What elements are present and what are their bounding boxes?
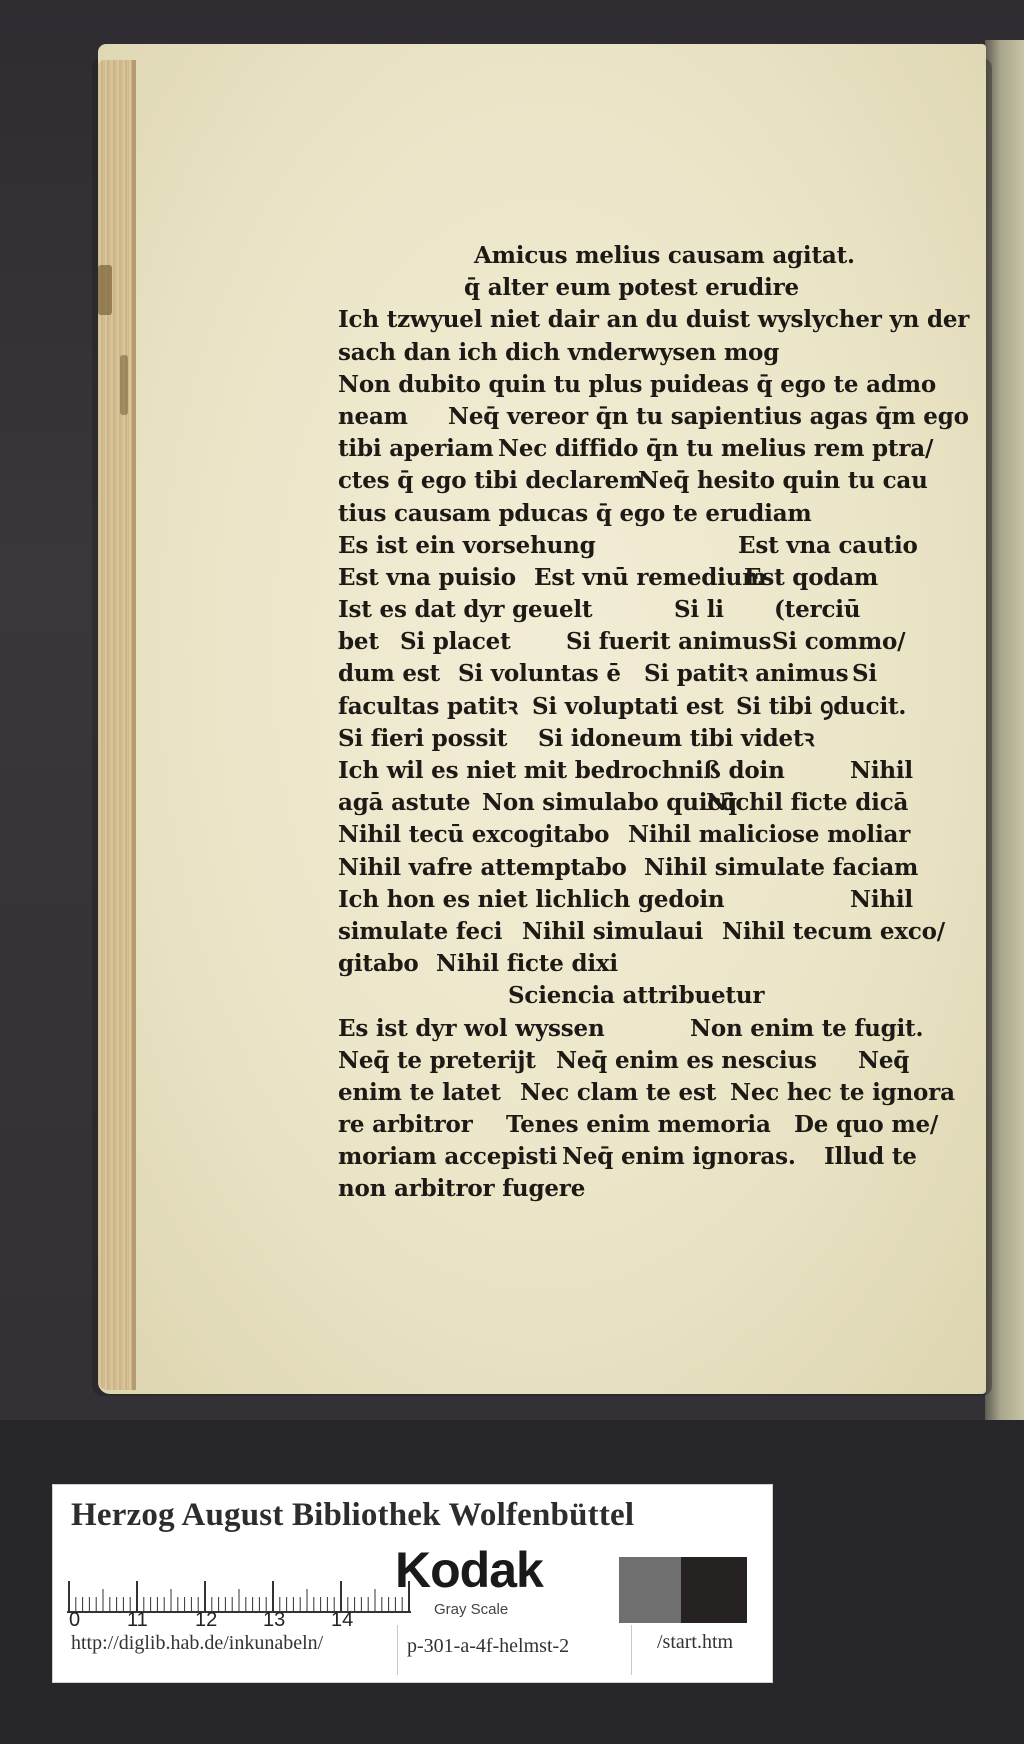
text-segment: q̄ alter eum potest erudire (464, 274, 799, 302)
text-segment: Si idoneum tibi videtꝛ (538, 724, 815, 752)
text-segment: Neq̄ enim es nescius (556, 1046, 817, 1074)
text-line (338, 819, 918, 851)
text-segment: Nihil (850, 885, 913, 913)
text-segment: Nichil ficte dicā (706, 789, 909, 817)
text-segment: neam (338, 402, 408, 430)
divider (397, 1625, 398, 1675)
ruler-label: 11 (127, 1609, 148, 1631)
text-segment: Nec clam te est (520, 1078, 717, 1106)
kodak-logo: Kodak (395, 1542, 543, 1598)
text-line (338, 272, 918, 304)
text-segment: dum est (338, 660, 440, 688)
dark-swatch (681, 1557, 747, 1623)
text-segment: tibi aperiam (338, 435, 494, 463)
divider (631, 1625, 632, 1675)
shelfmark: p-301-a-4f-helmst-2 (407, 1635, 570, 1657)
text-line (338, 787, 918, 819)
ruler-label: 14 (331, 1609, 354, 1631)
text-line (338, 980, 918, 1012)
text-segment: Nihil simulate faciam (644, 853, 919, 881)
text-line (338, 433, 934, 465)
text-line (338, 594, 918, 626)
printed-text-block (338, 240, 970, 1206)
text-segment: Neq̄ enim ignoras. (562, 1143, 796, 1171)
url-base: http://diglib.hab.de/inkunabeln/ (71, 1632, 324, 1654)
text-line (338, 916, 945, 948)
text-line (338, 1077, 955, 1109)
text-segment: Amicus melius causam agitat. (474, 242, 855, 269)
text-segment: Si voluptati est (532, 692, 724, 720)
text-segment: Nihil maliciose moliar (628, 821, 911, 849)
text-segment: Est vnū remedium (534, 563, 767, 591)
text-segment: gitabo (338, 950, 419, 978)
text-segment: Si placet (400, 628, 511, 656)
text-segment: Est qodam (744, 563, 879, 591)
page-stain (98, 265, 112, 315)
text-line (338, 562, 918, 594)
text-line (338, 369, 937, 401)
text-line (338, 626, 918, 658)
text-line (338, 401, 969, 433)
text-segment: Nihil vafre attemptabo (338, 853, 627, 881)
text-line (338, 465, 928, 497)
text-line (338, 658, 918, 690)
text-segment: Nihil ficte dixi (436, 950, 618, 978)
text-segment: bet (338, 628, 379, 656)
text-line (338, 884, 918, 916)
text-line (338, 948, 918, 980)
text-segment: De quo me/ (794, 1111, 939, 1139)
text-line (338, 304, 970, 336)
text-line (338, 498, 918, 530)
gray-scale-caption: Gray Scale (434, 1601, 509, 1618)
text-segment: Illud te (824, 1143, 917, 1171)
kodak-gray-scale (379, 1542, 764, 1619)
url-end: /start.htm (657, 1631, 734, 1653)
text-segment: simulate feci (338, 917, 503, 945)
text-line (338, 1013, 924, 1045)
text-segment: agā astute (338, 789, 471, 817)
text-segment: Si li (674, 596, 724, 624)
text-segment: Si voluntas ē (458, 660, 621, 688)
text-segment: Ich hon es niet lichlich gedoin (338, 885, 725, 913)
text-segment: Neq̄ (858, 1046, 910, 1074)
text-segment: Ist es dat dyr geuelt (338, 596, 593, 624)
text-segment: moriam accepisti (338, 1143, 558, 1171)
text-line (338, 1141, 918, 1173)
text-segment: Nec hec te ignora (730, 1078, 955, 1106)
text-line (338, 240, 918, 272)
page-fore-edge (98, 60, 136, 1390)
text-segment: facultas patitꝛ (338, 692, 518, 720)
text-segment: Nihil tecū excogitabo (338, 821, 610, 849)
text-segment: enim te latet (338, 1078, 501, 1106)
text-line (338, 530, 918, 562)
text-line (338, 1045, 918, 1077)
text-segment: Ich wil es niet mit bedrochniß doin (338, 757, 785, 784)
text-segment: Neq̄ te preterijt (338, 1046, 536, 1074)
text-segment: non arbitror fugere (338, 1175, 586, 1203)
text-segment: sach dan ich dich vnderwysen mog (338, 338, 780, 366)
ruler-label: 13 (263, 1609, 286, 1631)
text-segment: Si patitꝛ animus (644, 660, 849, 688)
text-segment: Nihil simulaui (522, 917, 704, 945)
text-segment: Est vna puisio (338, 563, 516, 591)
text-segment: Non simulabo quicq̄ (482, 789, 737, 817)
text-segment: Nihil tecum exco/ (722, 917, 945, 945)
text-segment: Si commo/ (772, 628, 906, 656)
text-segment: Non dubito quin tu plus puideas q̄ ego te admo (338, 370, 937, 398)
text-segment: (terciū (774, 596, 861, 624)
text-segment: Si tibi ꝯducit. (736, 692, 907, 720)
text-segment: Nec diffido q̄n tu melius rem ptra/ (498, 435, 934, 463)
library-label-card (52, 1484, 773, 1683)
text-line (338, 755, 918, 787)
text-segment: Sciencia attribuetur (508, 982, 765, 1010)
text-segment: Neq̄ hesito quin tu cau (638, 467, 928, 495)
library-title: Herzog August Bibliothek Wolfenbüttel (71, 1497, 635, 1533)
text-line (338, 1109, 939, 1141)
ruler-label: 0 (69, 1609, 81, 1631)
text-segment: Si fieri possit (338, 724, 508, 752)
gray-swatch (619, 1557, 681, 1623)
page-stain (120, 355, 128, 415)
text-segment: Neq̄ vereor q̄n tu sapientius agas q̄m ego (448, 402, 969, 430)
text-segment: Est vna cautio (738, 531, 918, 559)
text-segment: Nihil (850, 757, 913, 784)
text-segment: re arbitror (338, 1111, 473, 1139)
text-segment: Es ist dyr wol wyssen (338, 1014, 605, 1042)
text-segment: Non enim te fugit. (690, 1014, 924, 1042)
text-segment: Si fuerit animus (566, 628, 772, 656)
text-line (338, 723, 918, 755)
text-segment: Ich tzwyuel niet dair an du duist wyslycher yn der (338, 306, 970, 334)
text-line (338, 1173, 918, 1205)
text-segment: tius causam pducas q̄ ego te erudiam (338, 499, 812, 527)
text-line (338, 691, 918, 723)
text-line (338, 337, 918, 369)
ruler-label: 12 (195, 1609, 218, 1631)
text-segment: Es ist ein vorsehung (338, 531, 596, 559)
text-segment: Tenes enim memoria (506, 1111, 771, 1139)
text-segment: Si (852, 660, 877, 688)
text-line (338, 852, 918, 884)
measuring-ruler (67, 1553, 411, 1613)
text-segment: ctes q̄ ego tibi declarem (338, 467, 644, 495)
